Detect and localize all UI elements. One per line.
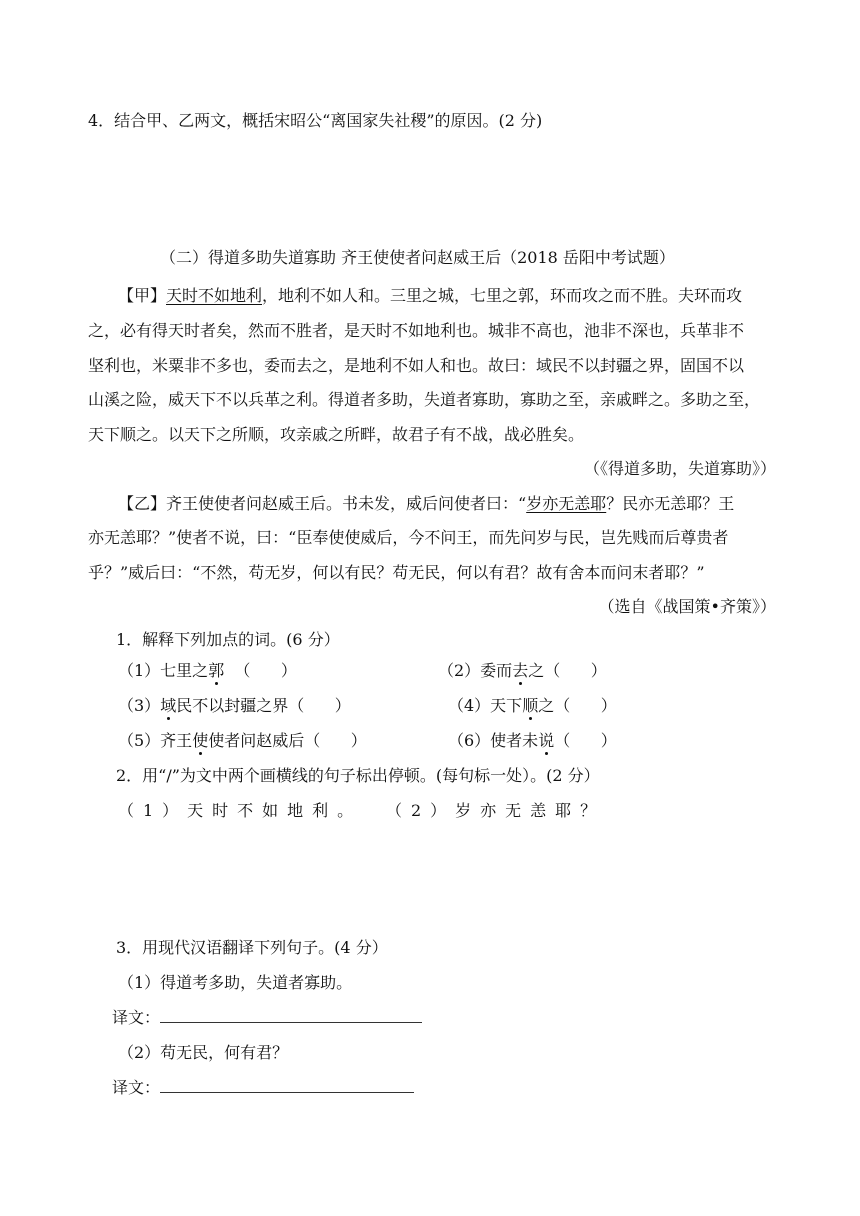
yi-underlined-sentence: 岁亦无恙耶 [526, 494, 607, 513]
dotted-word: 使 [192, 731, 209, 750]
translation-label: 译文： [112, 1078, 161, 1097]
answer-line[interactable] [160, 1008, 422, 1023]
dotted-word: 去 [512, 661, 529, 680]
q3-answer-1 [112, 1008, 422, 1028]
jia-underlined-sentence: 天时不如地利 [166, 286, 263, 305]
yi-line-1-pre: 齐王使使者问赵威王后。书未发，威后问使者曰：“ [166, 494, 527, 513]
q1-item-6: （6）使者未说（ ） [448, 731, 617, 750]
q1-title: 1．解释下列加点的词。(6 分） [116, 630, 340, 649]
dotted-word: 域 [160, 696, 177, 715]
q1-item-5: （5）齐王使使者问赵威后（ ） [118, 731, 367, 750]
dotted-word: 说 [538, 731, 555, 750]
q2-sentence-2: （2）岁亦无恙耶？ [386, 801, 606, 820]
section-title: （二）得道多助失道寡助 齐王使使者问赵威王后（2018 岳阳中考试题） [160, 248, 675, 267]
dotted-word: 郭 [208, 661, 225, 680]
q1-item-4: （4）天下顺之（ ） [448, 696, 617, 715]
q3-title: 3．用现代汉语翻译下列句子。(4 分） [116, 938, 388, 957]
yi-line-1 [118, 494, 734, 514]
answer-line[interactable] [160, 1078, 414, 1093]
yi-line-1-post: ？民亦无恙耶？王 [606, 494, 735, 513]
dotted-word: 顺 [522, 696, 539, 715]
yi-source: （选自《战国策•齐策》） [598, 597, 776, 616]
jia-line-2: 之，必有得天时者矣，然而不胜者，是天时不如地利也。城非不高也，池非不深也，兵革非不 [88, 321, 745, 340]
yi-tag: 【乙】 [118, 494, 167, 513]
question-4: 4．结合甲、乙两文，概括宋昭公“离国家失社稷”的原因。(2 分) [88, 111, 543, 130]
q1-item-3: （3）域民不以封疆之界（ ） [118, 696, 351, 715]
yi-line-3: 乎？”威后曰：“不然，苟无岁，何以有民？苟无民，何以有君？故有舍本而问末者耶？” [88, 563, 705, 582]
jia-line-3: 坚利也，米粟非不多也，委而去之，是地利不如人和也。故曰：域民不以封疆之界，固国不以 [88, 356, 745, 375]
q2-sentence-1: （1）天时不如地利。 [118, 801, 363, 820]
translation-label: 译文： [112, 1008, 161, 1027]
q3-answer-2 [112, 1078, 414, 1098]
q1-item-1: （1）七里之郭 （ ） [118, 661, 297, 680]
q3-sentence-1: （1）得道考多助，失道者寡助。 [118, 973, 353, 992]
jia-line-1 [118, 286, 742, 306]
q2-title: 2．用“/”为文中两个画横线的句子标出停顿。(每句标一处）。(2 分） [116, 766, 600, 785]
q1-item-2: （2）委而去之（ ） [438, 661, 607, 680]
jia-tag: 【甲】 [118, 286, 167, 305]
q3-sentence-2: （2）苟无民，何有君？ [118, 1043, 289, 1062]
yi-line-2: 亦无恙耶？”使者不说，曰：“臣奉使使威后，今不问王，而先问岁与民，岂先贱而后尊贵者 [88, 528, 729, 547]
jia-line-1-rest: ，地利不如人和。三里之城，七里之郭，环而攻之而不胜。夫环而攻 [262, 286, 743, 305]
jia-source: （《得道多助，失道寡助》） [583, 459, 776, 478]
jia-line-5: 天下顺之。以天下之所顺，攻亲戚之所畔，故君子有不战，战必胜矣。 [88, 425, 585, 444]
jia-line-4: 山溪之险，威天下不以兵革之利。得道者多助，失道者寡助，寡助之至，亲戚畔之。多助之至， [88, 390, 761, 409]
